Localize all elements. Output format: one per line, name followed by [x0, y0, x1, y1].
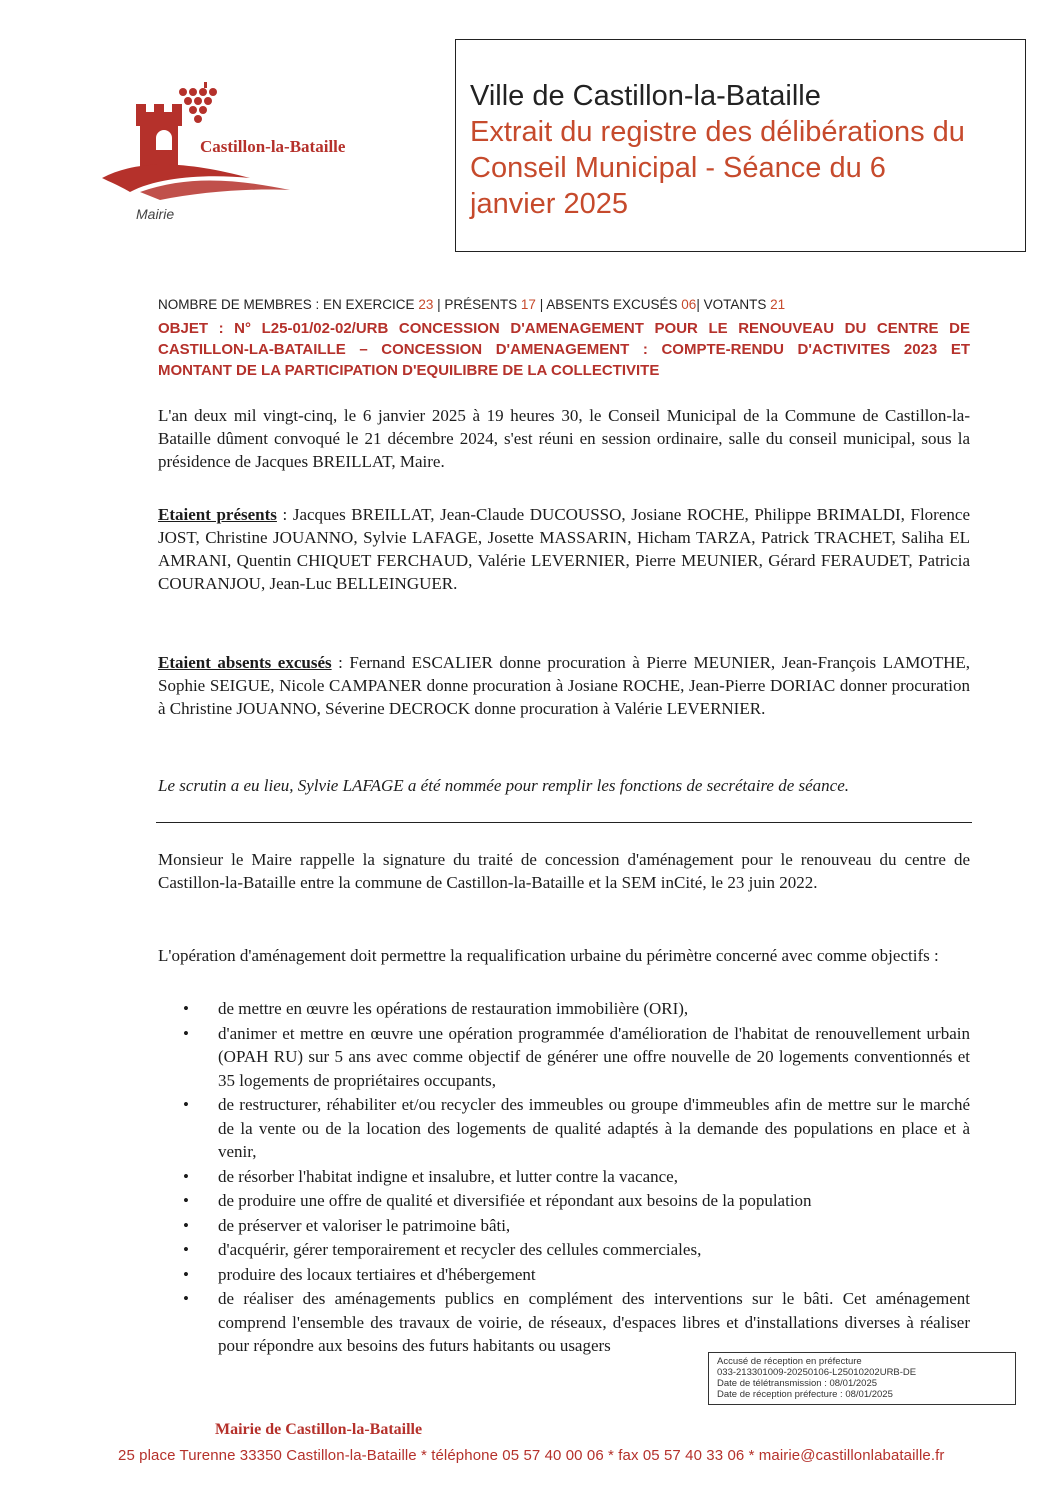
- intro-paragraph: L'an deux mil vingt-cinq, le 6 janvier 2025 à 19 heures 30, le Conseil Municipal de la Commune de Castillon-la-Bataille dûment convoqué le 21 décembre 2024, s'est réuni en session ordinaire, salle du conseil municipal, sous la présidence de Jacques BREILLAT, Maire.: [158, 406, 970, 471]
- list-item: • produire des locaux tertiaires et d'hébergement: [183, 1264, 536, 1284]
- presents-label: Etaient présents: [158, 505, 277, 524]
- list-item: • de restructurer, réhabiliter et/ou recycler des immeubles ou groupe d'immeubles afin de mettre sur le marché de la vente ou de la location des logements de qualité adaptés à la demande des populations en place et à venir,: [183, 1095, 970, 1161]
- stamp-line-1: Accusé de réception en préfecture: [717, 1356, 862, 1367]
- title-line-3: Conseil Municipal - Séance du 6: [470, 152, 886, 184]
- body-paragraph-2: L'opération d'aménagement doit permettre la requalification urbaine du périmètre concerné avec comme objectifs :: [158, 946, 939, 965]
- scrutin-paragraph: Le scrutin a eu lieu, Sylvie LAFAGE a été nommée pour remplir les fonctions de secrétaire de séance.: [158, 776, 850, 795]
- absents-paragraph: [158, 651, 970, 720]
- stamp-line-4: Date de réception préfecture : 08/01/2025: [717, 1389, 893, 1400]
- body-paragraph-1: Monsieur le Maire rappelle la signature du traité de concession d'aménagement pour le renouveau du centre de Castillon-la-Bataille entre la commune de Castillon-la-Bataille et la SEM inCité, le 23 juin 2022.: [158, 850, 970, 892]
- list-item: • de préserver et valoriser le patrimoine bâti,: [183, 1215, 511, 1235]
- footer-contact: 25 place Turenne 33350 Castillon-la-Bataille * téléphone 05 57 40 00 06 * fax 05 57 40 33 06 * mairie@castillonlabataille.fr: [118, 1447, 945, 1464]
- list-item: • de réaliser des aménagements publics en complément des interventions sur le bâti. Cet aménagement comprend l'ensemble des travaux de voirie, de réseaux, d'espaces libres et d'installations diverses à réaliser pour répondre aux besoins des futurs habitants ou usagers: [183, 1289, 970, 1355]
- divider: [156, 822, 972, 823]
- title-line-2: Extrait du registre des délibérations du: [470, 116, 965, 148]
- presents-list: : Jacques BREILLAT, Jean-Claude DUCOUSSO, Josiane ROCHE, Philippe BRIMALDI, Florence JOST, Christine JOUANNO, Sylvie LAFAGE, Josette MASSARIN, Hicham TARZA, Patrick TRACHET, Saliha EL AMRANI, Quentin CHIQUET FERCHAUD, Valérie LEVERNIER, Pierre MEUNIER, Gérard FERAUDET, Patricia COURANJOU, Jean-Luc BELLEINGUER.: [158, 505, 970, 593]
- value-votants: 21: [770, 297, 786, 312]
- members-count: [158, 297, 978, 312]
- absents-label: Etaient absents excusés: [158, 653, 332, 672]
- logo-name: Castillon-la-Bataille: [200, 137, 346, 156]
- list-item: • de produire une offre de qualité et diversifiée et répondant aux besoins de la population: [183, 1191, 812, 1210]
- title-box: [455, 39, 1026, 252]
- deliberation-subject: OBJET : N° L25-01/02-02/URB CONCESSION D'AMENAGEMENT POUR LE RENOUVEAU DU CENTRE DE CASTILLON-LA-BATAILLE – CONCESSION D'AMENAGEMENT : COMPTE-RENDU D'ACTIVITES 2023 ET MONTANT DE LA PARTICIPATION D'EQUILIBRE DE LA COLLECTIVITE: [158, 320, 970, 379]
- footer-title: Mairie de Castillon-la-Bataille: [215, 1421, 423, 1438]
- label-absents: | ABSENTS EXCUSÉS: [539, 297, 678, 312]
- label-presents: | PRÉSENTS: [437, 297, 518, 312]
- list-item: • de mettre en œuvre les opérations de restauration immobilière (ORI),: [183, 999, 689, 1018]
- logo-subtitle: Mairie: [136, 206, 175, 222]
- title-line-4: janvier 2025: [470, 188, 628, 220]
- value-exercice: 23: [418, 297, 434, 312]
- value-presents: 17: [520, 297, 536, 312]
- stamp-line-2: 033-213301009-20250106-L25010202URB-DE: [717, 1367, 917, 1378]
- presents-paragraph: [158, 503, 970, 595]
- list-item: • d'animer et mettre en œuvre une opération programmée d'amélioration de l'habitat de renouvellement urbain (OPAH RU) sur 5 ans avec comme objectif de générer une offre nouvelle de 20 logements conventionnés et 35 logements de propriétaires occupants,: [183, 1023, 970, 1090]
- list-item: • de résorber l'habitat indigne et insalubre, et lutter contre la vacance,: [183, 1166, 678, 1186]
- objectives-list: [158, 997, 970, 1359]
- value-absents: 06: [681, 297, 697, 312]
- label-votants: | VOTANTS: [696, 297, 767, 312]
- title-city: Ville de Castillon-la-Bataille: [470, 80, 821, 112]
- absents-list: : Fernand ESCALIER donne procuration à Pierre MEUNIER, Jean-François LAMOTHE, Sophie SEIGUE, Nicole CAMPANER donne procuration à Josiane ROCHE, Jean-Pierre DORIAC donner procuration à Christine JOUANNO, Séverine DECROCK donne procuration à Valérie LEVERNIER.: [158, 653, 970, 718]
- prefecture-receipt-stamp: [708, 1352, 1016, 1405]
- stamp-line-3: Date de télétransmission : 08/01/2025: [717, 1378, 878, 1389]
- list-item: • d'acquérir, gérer temporairement et recycler des cellules commerciales,: [183, 1240, 702, 1259]
- label-exercice: NOMBRE DE MEMBRES : EN EXERCICE: [158, 297, 415, 312]
- municipal-logo: [100, 82, 420, 232]
